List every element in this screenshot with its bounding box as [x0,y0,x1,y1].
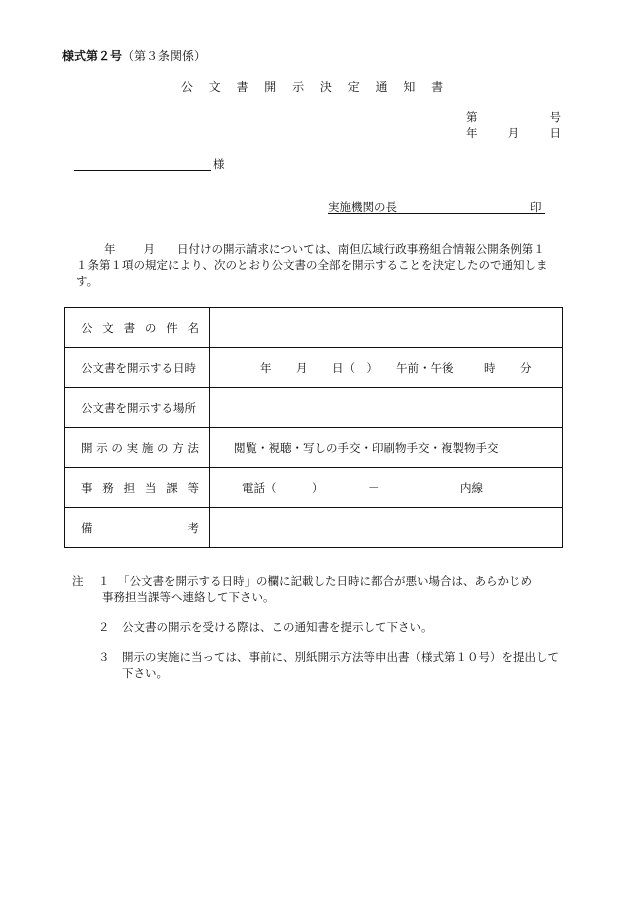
value-remarks [210,508,563,548]
label-contact-office [65,468,210,508]
label-char: 等 [187,480,199,495]
label-char: 開 [81,440,93,455]
label-char: 公 [81,320,93,335]
label-remarks [65,508,210,548]
table-row [65,508,563,548]
note-number: ３ [98,650,110,664]
datetime-hour: 時 [484,360,496,375]
label-document-name [65,308,210,348]
note-text: 開示の実施に当っては、事前に、別紙開示方法等申出書（様式第１０号）を提出して [122,650,559,664]
label-char: 備 [81,520,93,535]
label-char: 法 [187,440,199,455]
datetime-minute: 分 [520,360,532,375]
phone-close: ） [312,480,324,495]
phone-dash: － [368,480,380,495]
table-row [65,428,563,468]
label-char: 担 [123,480,136,495]
label-char: 当 [144,480,157,495]
document-date [466,126,561,140]
note-number: ２ [98,620,110,634]
value-disclosure-method: 閲覧・視聴・写しの手交・印刷物手交・複製物手交 [210,428,563,468]
label-char: 施 [141,440,154,455]
form-reference: （第３条関係） [122,49,207,63]
note-number: １ [98,574,110,588]
notes-mark: 注 [72,574,84,588]
datetime-year: 年 [260,360,272,375]
table-row [65,308,563,348]
note-text: 「公文書を開示する日時」の欄に記載した日時に都合が悪い場合は、あらかじめ [118,574,532,588]
label-char: の [144,320,157,335]
label-char: の [157,440,169,455]
value-disclosure-place [210,388,563,428]
info-table [64,307,563,548]
document-title: 公 文 書 開 示 決 定 通 知 書 [180,80,450,94]
label-char: 示 [96,440,108,455]
label-char: 課 [166,480,178,495]
label-char: の [111,440,123,455]
note-item [72,573,572,605]
value-document-name [210,308,563,348]
label-char: 考 [187,520,199,535]
phone-open: 電話（ [242,480,277,495]
table-row [65,348,563,388]
seal-mark: 印 [530,200,542,214]
form-label [62,49,206,63]
datetime-ampm: 午前・午後 [396,360,454,375]
label-char: 書 [123,320,136,335]
addressee-honorific: 様 [213,157,225,171]
date-year: 年 [466,126,478,140]
document-number [466,110,561,124]
datetime-day: 日（ ） [332,360,378,375]
sender-label: 実施機関の長 [328,200,397,214]
label-char: 文 [102,320,114,335]
label-char: 実 [126,440,139,455]
note-item [72,649,572,681]
body-text: 日付けの開示請求については、南但広域行政事務組合情報公開条例第１１条第１項の規定により、次のとおり公文書の全部を開示することを決定したので通知します。 [76,242,548,288]
date-month: 月 [507,126,520,140]
note-text-cont: 事務担当課等へ連絡して下さい。 [102,590,275,604]
table-row [65,388,563,428]
label-char: 名 [187,320,199,335]
label-disclosure-method [65,428,210,468]
table-row [65,468,563,508]
label-char: 件 [166,320,178,335]
sender-underline [328,213,545,214]
label-char: 方 [172,440,184,455]
date-day: 日 [549,126,561,140]
addressee-underline [74,170,211,171]
body-year: 年 [104,242,116,256]
note-text-cont: 下さい。 [122,666,168,680]
form-number: 様式第２号 [62,49,123,63]
body-month: 月 [143,242,155,256]
value-contact-office [210,468,563,508]
note-item [72,619,572,635]
number-prefix: 第 [466,110,478,124]
notes-section [72,573,572,695]
datetime-month: 月 [296,360,308,375]
body-paragraph [76,241,556,289]
note-text: 公文書の開示を受ける際は、この通知書を提示して下さい。 [122,620,433,634]
label-char: 事 [81,480,93,495]
label-disclosure-place: 公文書を開示する場所 [65,388,210,428]
label-disclosure-datetime: 公文書を開示する日時 [65,348,210,388]
label-char: 務 [102,480,114,495]
extension-label: 内線 [460,480,483,495]
number-suffix: 号 [549,110,561,124]
value-disclosure-datetime [210,348,563,388]
